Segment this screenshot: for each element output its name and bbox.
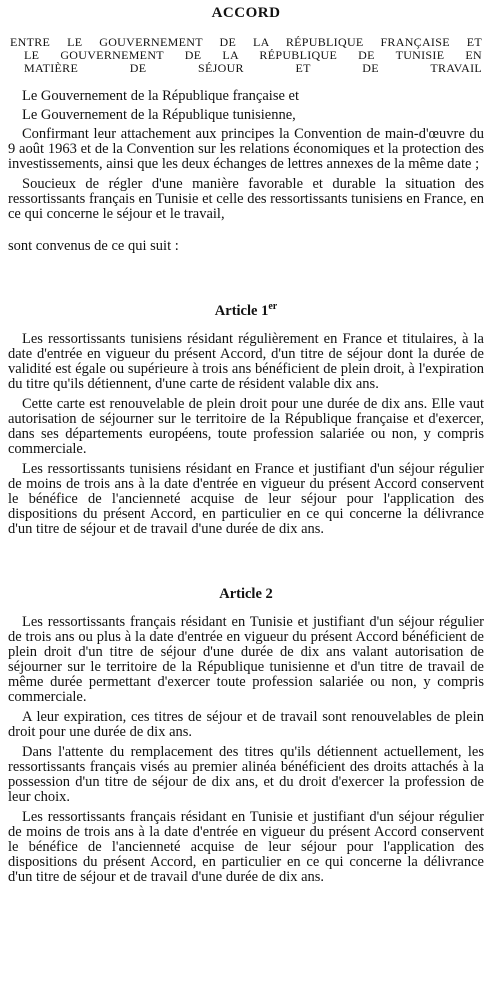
article-1-paragraph: Les ressortissants tunisiens résidant régulièrement en France et titulaires, à la date d'entrée en vigueur du présent Accord, d'un titre de séjour dont la durée de validité est égale ou supérieure à trois ans bénéficient de plein droit, à l'expiration du titre qu'ils détiennent, d'une carte de résident valable dix ans.: [8, 330, 484, 392]
agreed-statement: sont convenus de ce qui suit :: [8, 238, 179, 254]
article-1-title-sup: er: [268, 301, 278, 312]
document-subtitle: [8, 36, 484, 75]
preamble-paragraph: Soucieux de régler d'une manière favorable et durable la situation des ressortissants français en Tunisie et celle des ressortissants tunisiens en France, en ce qui concerne le séjour et le travail,: [8, 176, 484, 222]
document-page: [8, 4, 484, 890]
preamble-paragraph: Confirmant leur attachement aux principes la Convention de main-d'œuvre du 9 août 1963 et de la Convention sur les relations économiques et la protection des investissements, ainsi que les deux échanges de lettres annexes de la même date ;: [8, 126, 484, 172]
article-2-paragraph: Dans l'attente du remplacement des titres qu'ils détiennent actuellement, les ressortissants français visés au premier alinéa bénéficient des droits attachés à la possession d'un titre de séjour de dix ans, et du droit d'exercer la profession de leur choix.: [8, 743, 484, 805]
article-2-paragraph: A leur expiration, ces titres de séjour et de travail sont renouvelables de plein droit pour une durée de dix ans.: [8, 708, 484, 740]
article-1-title: [8, 299, 484, 319]
party-france: Le Gouvernement de la République française et: [22, 88, 299, 104]
party-tunisia: Le Gouvernement de la République tunisienne,: [22, 107, 296, 123]
document-title: ACCORD: [211, 5, 281, 21]
article-2-paragraph: Les ressortissants français résidant en Tunisie et justifiant d'un séjour régulier de trois ans ou plus à la date d'entrée en vigueur du présent Accord bénéficient de plein droit d'un titre de séjour d'une durée de dix ans valant autorisation de séjourner sur le territoire de la République tunisienne et d'un titre de travail de même durée permettant d'exercer toute profession salariée ou non, y compris commerciale.: [8, 613, 484, 705]
article-2-title: [8, 586, 484, 602]
article-1-paragraph: Les ressortissants tunisiens résidant en France et justifiant d'un séjour régulier de moins de trois ans à la date d'entrée en vigueur du présent Accord conservent le bénéfice de l'ancienneté acquise de leur séjour pour l'application des dispositions du présent Accord, en particulier en ce qui concerne la délivrance d'un titre de séjour et de travail d'une durée de dix ans.: [8, 460, 484, 537]
article-2-title-text: Article 2: [219, 585, 273, 602]
subtitle-line: LE GOUVERNEMENT DE LA RÉPUBLIQUE DE TUNISIE EN: [24, 48, 482, 62]
subtitle-line: ENTRE LE GOUVERNEMENT DE LA RÉPUBLIQUE FRANÇAISE ET: [10, 35, 482, 49]
subtitle-line: MATIÈRE DE SÉJOUR ET DE TRAVAIL: [24, 61, 482, 75]
article-1-title-text: Article 1: [214, 302, 269, 319]
article-1-paragraph: Cette carte est renouvelable de plein droit pour une durée de dix ans. Elle vaut autorisation de séjourner sur le territoire de la République française et d'exercer, dans ses départements européens, toute profession salariée ou non, y compris commerciale.: [8, 395, 484, 457]
article-2-paragraph: Les ressortissants français résidant en Tunisie et justifiant d'un séjour régulier de moins de trois ans à la date d'entrée en vigueur du présent Accord conservent le bénéfice de l'ancienneté acquise de leur séjour pour l'application des dispositions du présent Accord, en particulier en ce qui concerne la délivrance d'un titre de séjour et de travail d'une durée de dix ans.: [8, 808, 484, 885]
